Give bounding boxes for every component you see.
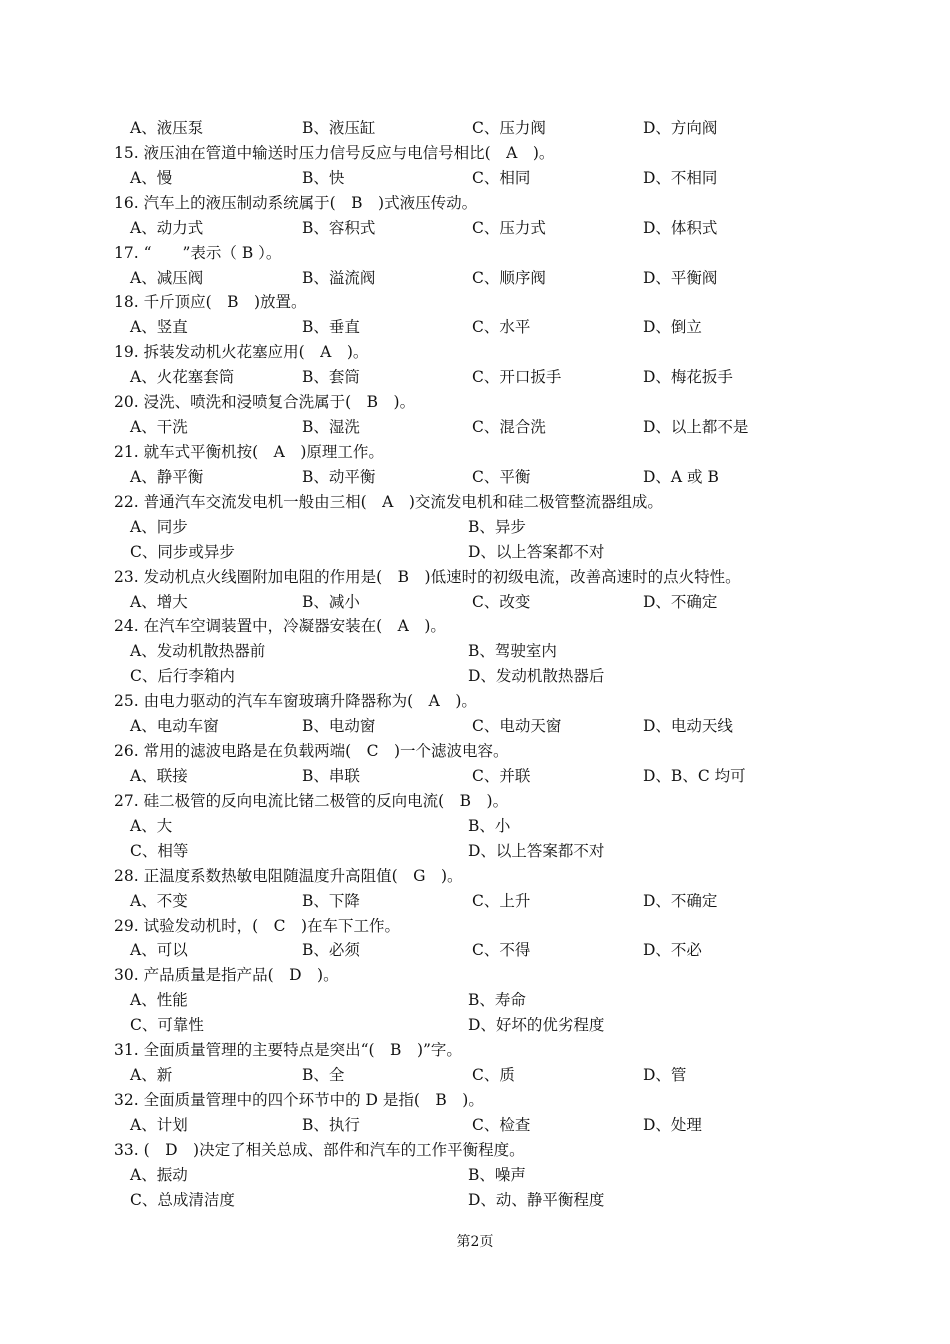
question-line — [0, 340, 950, 365]
option-a: C、同步或异步 — [130, 542, 235, 561]
question-text: 26. 常用的滤波电路是在负载两端( C )一个滤波电容。 — [114, 742, 509, 761]
options-line — [0, 415, 950, 440]
option-c: C、改变 — [472, 592, 531, 611]
option-a: A、性能 — [130, 991, 188, 1010]
option-d: D、平衡阀 — [643, 268, 718, 287]
option-b: B、串联 — [302, 766, 360, 785]
options-line — [0, 1013, 950, 1038]
question-text: 15. 液压油在管道中输送时压力信号反应与电信号相比( A )。 — [114, 143, 555, 162]
option-b: B、全 — [302, 1066, 345, 1085]
question-line — [0, 1088, 950, 1113]
options-line — [0, 465, 950, 490]
option-b: B、减小 — [302, 592, 360, 611]
option-b: B、寿命 — [468, 991, 526, 1010]
option-a: C、总成清洁度 — [130, 1190, 235, 1209]
option-b: B、快 — [302, 168, 345, 187]
option-a: A、火花塞套筒 — [130, 368, 235, 387]
options-line — [0, 216, 950, 241]
option-d: D、管 — [643, 1066, 687, 1085]
option-b: D、以上答案都不对 — [468, 542, 605, 561]
option-a: A、大 — [130, 816, 173, 835]
option-b: B、小 — [468, 816, 511, 835]
option-a: A、减压阀 — [130, 268, 204, 287]
question-line — [0, 390, 950, 415]
options-line — [0, 540, 950, 565]
question-line — [0, 914, 950, 939]
question-text: 22. 普通汽车交流发电机一般由三相( A )交流发电机和硅二极管整流器组成。 — [114, 492, 663, 511]
option-c: C、压力阀 — [472, 119, 546, 137]
option-a: C、相等 — [130, 841, 189, 860]
options-line — [0, 664, 950, 689]
option-a: A、不变 — [130, 891, 188, 910]
option-b: B、动平衡 — [302, 467, 376, 486]
option-a: C、后行李箱内 — [130, 667, 235, 686]
question-text: 18. 千斤顶应( B )放置。 — [114, 293, 307, 312]
question-line — [0, 689, 950, 714]
option-b: B、下降 — [302, 891, 360, 910]
option-d: D、电动天线 — [643, 717, 733, 736]
option-c: C、水平 — [472, 318, 531, 337]
question-line — [0, 963, 950, 988]
options-line — [0, 365, 950, 390]
option-b: D、动、静平衡程度 — [468, 1190, 605, 1209]
question-line — [0, 490, 950, 515]
option-a: A、联接 — [130, 766, 188, 785]
option-a: A、干洗 — [130, 418, 188, 437]
option-a: A、可以 — [130, 941, 188, 960]
options-line — [0, 590, 950, 615]
options-line — [0, 764, 950, 789]
question-line — [0, 191, 950, 216]
option-c: C、上升 — [472, 891, 531, 910]
option-a: C、可靠性 — [130, 1016, 204, 1035]
options-line — [0, 938, 950, 963]
question-line — [0, 565, 950, 590]
options-line — [0, 1063, 950, 1088]
question-text: 29. 试验发动机时，( C )在车下工作。 — [114, 916, 401, 935]
question-text: 30. 产品质量是指产品( D )。 — [114, 966, 339, 985]
question-text: 24. 在汽车空调装置中，冷凝器安装在( A )。 — [114, 617, 446, 636]
option-b: B、溢流阀 — [302, 268, 376, 287]
option-b: B、必须 — [302, 941, 360, 960]
option-a: A、新 — [130, 1066, 173, 1085]
options-line — [0, 714, 950, 739]
option-b: D、以上答案都不对 — [468, 841, 605, 860]
options-line — [0, 1113, 950, 1138]
options-line — [0, 988, 950, 1013]
option-d: D、以上都不是 — [643, 418, 749, 437]
question-text: 21. 就车式平衡机按( A )原理工作。 — [114, 442, 384, 461]
option-c: C、电动天窗 — [472, 717, 562, 736]
options-line — [0, 315, 950, 340]
options-line — [0, 266, 950, 291]
question-list — [0, 116, 950, 1213]
question-line — [0, 241, 950, 266]
option-b: B、湿洗 — [302, 418, 360, 437]
option-a: A、竖直 — [130, 318, 188, 337]
option-b: B、驾驶室内 — [468, 642, 557, 661]
option-c: C、相同 — [472, 168, 531, 187]
option-a: A、动力式 — [130, 218, 204, 237]
options-line — [0, 166, 950, 191]
question-line — [0, 739, 950, 764]
option-a: A、同步 — [130, 517, 188, 536]
option-d: D、B、C 均可 — [643, 766, 746, 785]
question-text: 32. 全面质量管理中的四个环节中的 D 是指( B )。 — [114, 1090, 484, 1109]
option-d: D、体积式 — [643, 218, 718, 237]
options-line — [0, 889, 950, 914]
option-b: B、垂直 — [302, 318, 360, 337]
option-c: C、并联 — [472, 766, 531, 785]
question-line — [0, 290, 950, 315]
question-line — [0, 1038, 950, 1063]
option-b: B、套筒 — [302, 368, 360, 387]
option-a: A、计划 — [130, 1115, 188, 1134]
option-a: A、静平衡 — [130, 467, 204, 486]
question-text: 23. 发动机点火线圈附加电阻的作用是( B )低速时的初级电流，改善高速时的点火特性。 — [114, 567, 741, 586]
question-line — [0, 1138, 950, 1163]
question-line — [0, 864, 950, 889]
option-c: C、混合洗 — [472, 418, 546, 437]
option-c: C、检查 — [472, 1115, 531, 1134]
option-d: D、A 或 B — [643, 467, 719, 486]
question-text: 28. 正温度系数热敏电阻随温度升高阻值( G )。 — [114, 866, 463, 885]
options-line — [0, 814, 950, 839]
option-a: A、增大 — [130, 592, 188, 611]
options-line — [0, 1163, 950, 1188]
option-c: C、开口扳手 — [472, 368, 562, 387]
question-text: 27. 硅二极管的反向电流比锗二极管的反向电流( B )。 — [114, 791, 509, 810]
question-line — [0, 614, 950, 639]
option-b: D、好坏的优劣程度 — [468, 1016, 605, 1035]
question-text: 25. 由电力驱动的汽车车窗玻璃升降器称为( A )。 — [114, 692, 477, 711]
question-line — [0, 789, 950, 814]
option-c: C、质 — [472, 1066, 515, 1085]
options-line — [0, 1188, 950, 1213]
option-c: C、不得 — [472, 941, 531, 960]
options-line — [0, 839, 950, 864]
option-b: B、噪声 — [468, 1165, 526, 1184]
option-c: C、平衡 — [472, 467, 531, 486]
option-d: D、不确定 — [643, 891, 718, 910]
option-a: A、电动车窗 — [130, 717, 219, 736]
options-line — [0, 639, 950, 664]
page-number: 第2页 — [456, 1234, 494, 1250]
option-d: D、方向阀 — [643, 119, 718, 137]
question-line — [0, 440, 950, 465]
option-a: A、发动机散热器前 — [130, 642, 266, 661]
option-a: A、振动 — [130, 1165, 188, 1184]
option-b: B、容积式 — [302, 218, 376, 237]
question-text: 19. 拆装发动机火花塞应用( A )。 — [114, 343, 369, 362]
option-b: D、发动机散热器后 — [468, 667, 605, 686]
question-text: 31. 全面质量管理的主要特点是突出“( B )”字。 — [114, 1041, 462, 1060]
option-c: C、顺序阀 — [472, 268, 546, 287]
option-b: B、电动窗 — [302, 717, 376, 736]
option-d: D、不确定 — [643, 592, 718, 611]
option-d: D、梅花扳手 — [643, 368, 733, 387]
question-text: 33. ( D )决定了相关总成、部件和汽车的工作平衡程度。 — [114, 1140, 525, 1159]
option-a: A、液压泵 — [130, 119, 204, 137]
option-b: B、执行 — [302, 1115, 360, 1134]
option-b: B、液压缸 — [302, 119, 376, 137]
question-text: 17. “ ”表示（ B ）。 — [114, 243, 282, 262]
option-d: D、处理 — [643, 1115, 702, 1134]
option-c: C、压力式 — [472, 218, 546, 237]
option-d: D、倒立 — [643, 318, 702, 337]
question-text: 20. 浸洗、喷洗和浸喷复合洗属于( B )。 — [114, 393, 416, 412]
question-line — [0, 141, 950, 166]
option-d: D、不相同 — [643, 168, 718, 187]
question-text: 16. 汽车上的液压制动系统属于( B )式液压传动。 — [114, 193, 478, 212]
options-line — [0, 515, 950, 540]
option-d: D、不必 — [643, 941, 702, 960]
options-line — [0, 116, 950, 141]
option-a: A、慢 — [130, 168, 173, 187]
option-b: B、异步 — [468, 517, 526, 536]
